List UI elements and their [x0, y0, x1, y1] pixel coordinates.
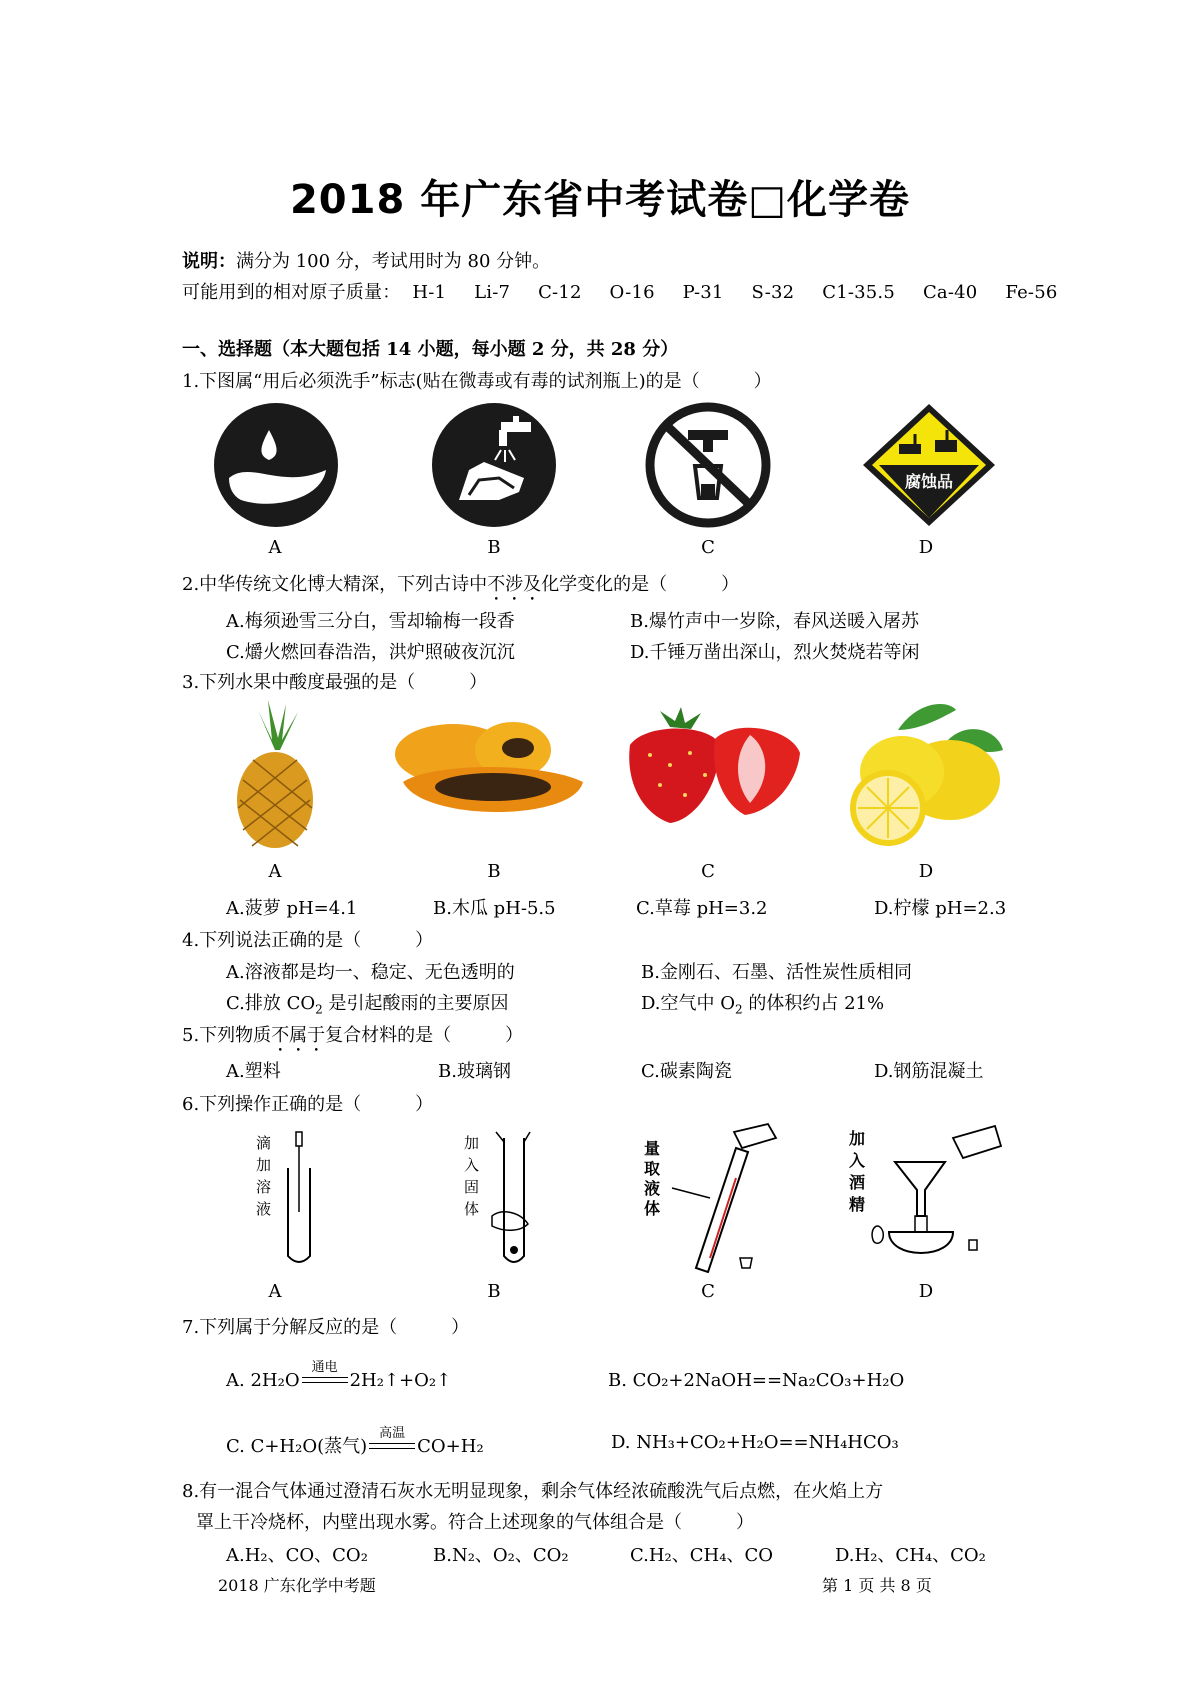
- option-letter: A: [268, 861, 282, 882]
- option-letter: B: [487, 861, 501, 882]
- option-letter: D: [918, 537, 934, 558]
- option-a: A.H₂、CO、CO₂: [226, 1545, 368, 1566]
- products: 2H₂↑+O₂↑: [349, 1370, 452, 1391]
- option-a: A.梅须逊雪三分白，雪却输梅一段香: [226, 611, 515, 632]
- equation-d: D. NH₃+CO₂+H₂O==NH₄HCO₃: [611, 1432, 899, 1453]
- atomic-masses-line: [182, 278, 1058, 304]
- option-letter: D: [918, 1281, 934, 1302]
- section-heading: 一、选择题（本大题包括 14 小题，每小题 2 分，共 28 分）: [182, 339, 679, 360]
- option-letter: A: [268, 537, 282, 558]
- option-letter: B: [487, 1281, 501, 1302]
- condition-label: 通电: [311, 1360, 338, 1375]
- emphasis-text: 不属于: [271, 1025, 326, 1046]
- mass-item: O-16: [609, 282, 655, 303]
- mass-item: Fe-56: [1005, 282, 1058, 303]
- option-text: C.排放 CO: [226, 993, 316, 1014]
- option-b: B.金刚石、石墨、活性炭性质相同: [641, 962, 912, 983]
- mass-item: H-1: [412, 282, 447, 303]
- hand-wash-symbol-b: [429, 400, 559, 530]
- papaya-image: [393, 712, 588, 832]
- mass-item: S-32: [751, 282, 795, 303]
- stem-text: 复合材料的是（ ）: [325, 1025, 524, 1046]
- reactants: 2H₂O: [250, 1370, 300, 1391]
- condition-label: 高温: [379, 1426, 406, 1441]
- mass-item: C1-35.5: [822, 282, 896, 303]
- hand-wash-symbol-a: [211, 400, 341, 530]
- equation-c: [226, 1426, 484, 1458]
- option-a: A.溶液都是均一、稳定、无色透明的: [226, 962, 515, 983]
- question-3-stem: 3.下列水果中酸度最强的是（ ）: [182, 672, 488, 693]
- figure-label: 加入固体: [464, 1134, 480, 1218]
- option-c: [226, 989, 508, 1017]
- instructions-label: 说明：: [182, 251, 236, 272]
- question-1-stem: 1.下图属“用后必须洗手”标志(贴在微毒或有毒的试剂瓶上)的是（ ）: [182, 371, 772, 392]
- option-b: B.玻璃钢: [438, 1061, 511, 1082]
- mass-item: P-31: [682, 282, 724, 303]
- question-2-stem: [182, 570, 739, 605]
- equation-a: [226, 1360, 452, 1391]
- solid-test-tube-figure: [458, 1128, 538, 1268]
- equation-b: B. CO₂+2NaOH==Na₂CO₃+H₂O: [608, 1370, 905, 1391]
- question-8-stem-line-1: 8.有一混合气体通过澄清石灰水无明显现象，剩余气体经浓硫酸洗气后点燃，在火焰上方: [182, 1481, 884, 1502]
- option-c: C.草莓 pH=3.2: [636, 898, 768, 919]
- subscript: 2: [315, 1002, 323, 1017]
- question-7-stem: 7.下列属于分解反应的是（ ）: [182, 1317, 470, 1338]
- reaction-condition: [302, 1360, 348, 1388]
- mass-item: C-12: [538, 282, 582, 303]
- question-8-stem-line-2: 罩上干冷烧杯，内壁出现水雾。符合上述现象的气体组合是（ ）: [196, 1512, 754, 1533]
- option-b: B.爆竹声中一岁除，春风送暖入屠苏: [630, 611, 919, 632]
- dropper-test-tube-figure: [248, 1128, 328, 1268]
- instructions-line: [182, 247, 550, 273]
- reactants: C. C+H₂O(蒸气): [226, 1436, 368, 1457]
- option-label: A.: [226, 1370, 251, 1391]
- emphasis-text: 不涉及: [487, 574, 542, 595]
- option-text: 是引起酸雨的主要原因: [322, 993, 509, 1014]
- option-d: D.钢筋混凝土: [874, 1061, 984, 1082]
- question-6-stem: 6.下列操作正确的是（ ）: [182, 1094, 434, 1115]
- option-c: C.爝火燃回春浩浩，洪炉照破夜沉沉: [226, 642, 515, 663]
- option-c: C.碳素陶瓷: [641, 1061, 732, 1082]
- mass-item: Ca-40: [922, 282, 978, 303]
- subscript: 2: [735, 1002, 743, 1017]
- option-a: A.菠萝 pH=4.1: [226, 898, 358, 919]
- figure-label: 加入酒精: [849, 1129, 866, 1214]
- option-letter: D: [918, 861, 934, 882]
- option-letter: C: [701, 861, 715, 882]
- option-d: D.千锤万凿出深山，烈火焚烧若等闲: [630, 642, 920, 663]
- option-d: D.柠檬 pH=2.3: [874, 898, 1007, 919]
- reaction-condition: [369, 1426, 415, 1454]
- stem-text: 5.下列物质: [182, 1025, 272, 1046]
- atomic-masses-label: 可能用到的相对原子质量：: [182, 282, 401, 303]
- figure-label: 滴加溶液: [256, 1134, 272, 1218]
- instructions-text: 满分为 100 分，考试用时为 80 分钟。: [236, 251, 551, 272]
- option-d: D.H₂、CH₄、CO₂: [835, 1545, 986, 1566]
- option-a: A.塑料: [226, 1061, 281, 1082]
- mass-item: Li-7: [474, 282, 511, 303]
- question-5-stem: [182, 1021, 523, 1056]
- lemon-image: [838, 700, 1008, 850]
- option-b: B.木瓜 pH-5.5: [433, 898, 556, 919]
- page-number: 第 1 页 共 8 页: [822, 1576, 932, 1595]
- add-alcohol-figure: [845, 1120, 1005, 1270]
- option-letter: C: [701, 1281, 715, 1302]
- footer-title: 2018 广东化学中考题: [218, 1576, 376, 1595]
- option-b: B.N₂、O₂、CO₂: [433, 1545, 569, 1566]
- stem-text: 2.中华传统文化博大精深，下列古诗中: [182, 574, 488, 595]
- stem-text: 化学变化的是（ ）: [541, 574, 740, 595]
- measure-liquid-figure: [640, 1118, 790, 1273]
- option-letter: C: [701, 537, 715, 558]
- option-text: D.空气中 O: [641, 993, 735, 1014]
- corrosive-symbol-d: [859, 400, 999, 530]
- page-title: 2018 年广东省中考试卷□化学卷: [289, 177, 911, 223]
- strawberry-image: [615, 705, 810, 835]
- products: CO+H₂: [417, 1436, 484, 1457]
- option-letter: A: [268, 1281, 282, 1302]
- question-4-stem: 4.下列说法正确的是（ ）: [182, 930, 434, 951]
- pineapple-image: [228, 700, 323, 850]
- option-letter: B: [487, 537, 501, 558]
- corrosive-label: 腐蚀品: [904, 472, 954, 491]
- no-drinking-symbol-c: [643, 400, 773, 530]
- option-c: C.H₂、CH₄、CO: [630, 1545, 773, 1566]
- figure-label: 量取液体: [644, 1139, 661, 1218]
- option-text: 的体积约占 21%: [742, 993, 885, 1014]
- option-d: [641, 989, 884, 1017]
